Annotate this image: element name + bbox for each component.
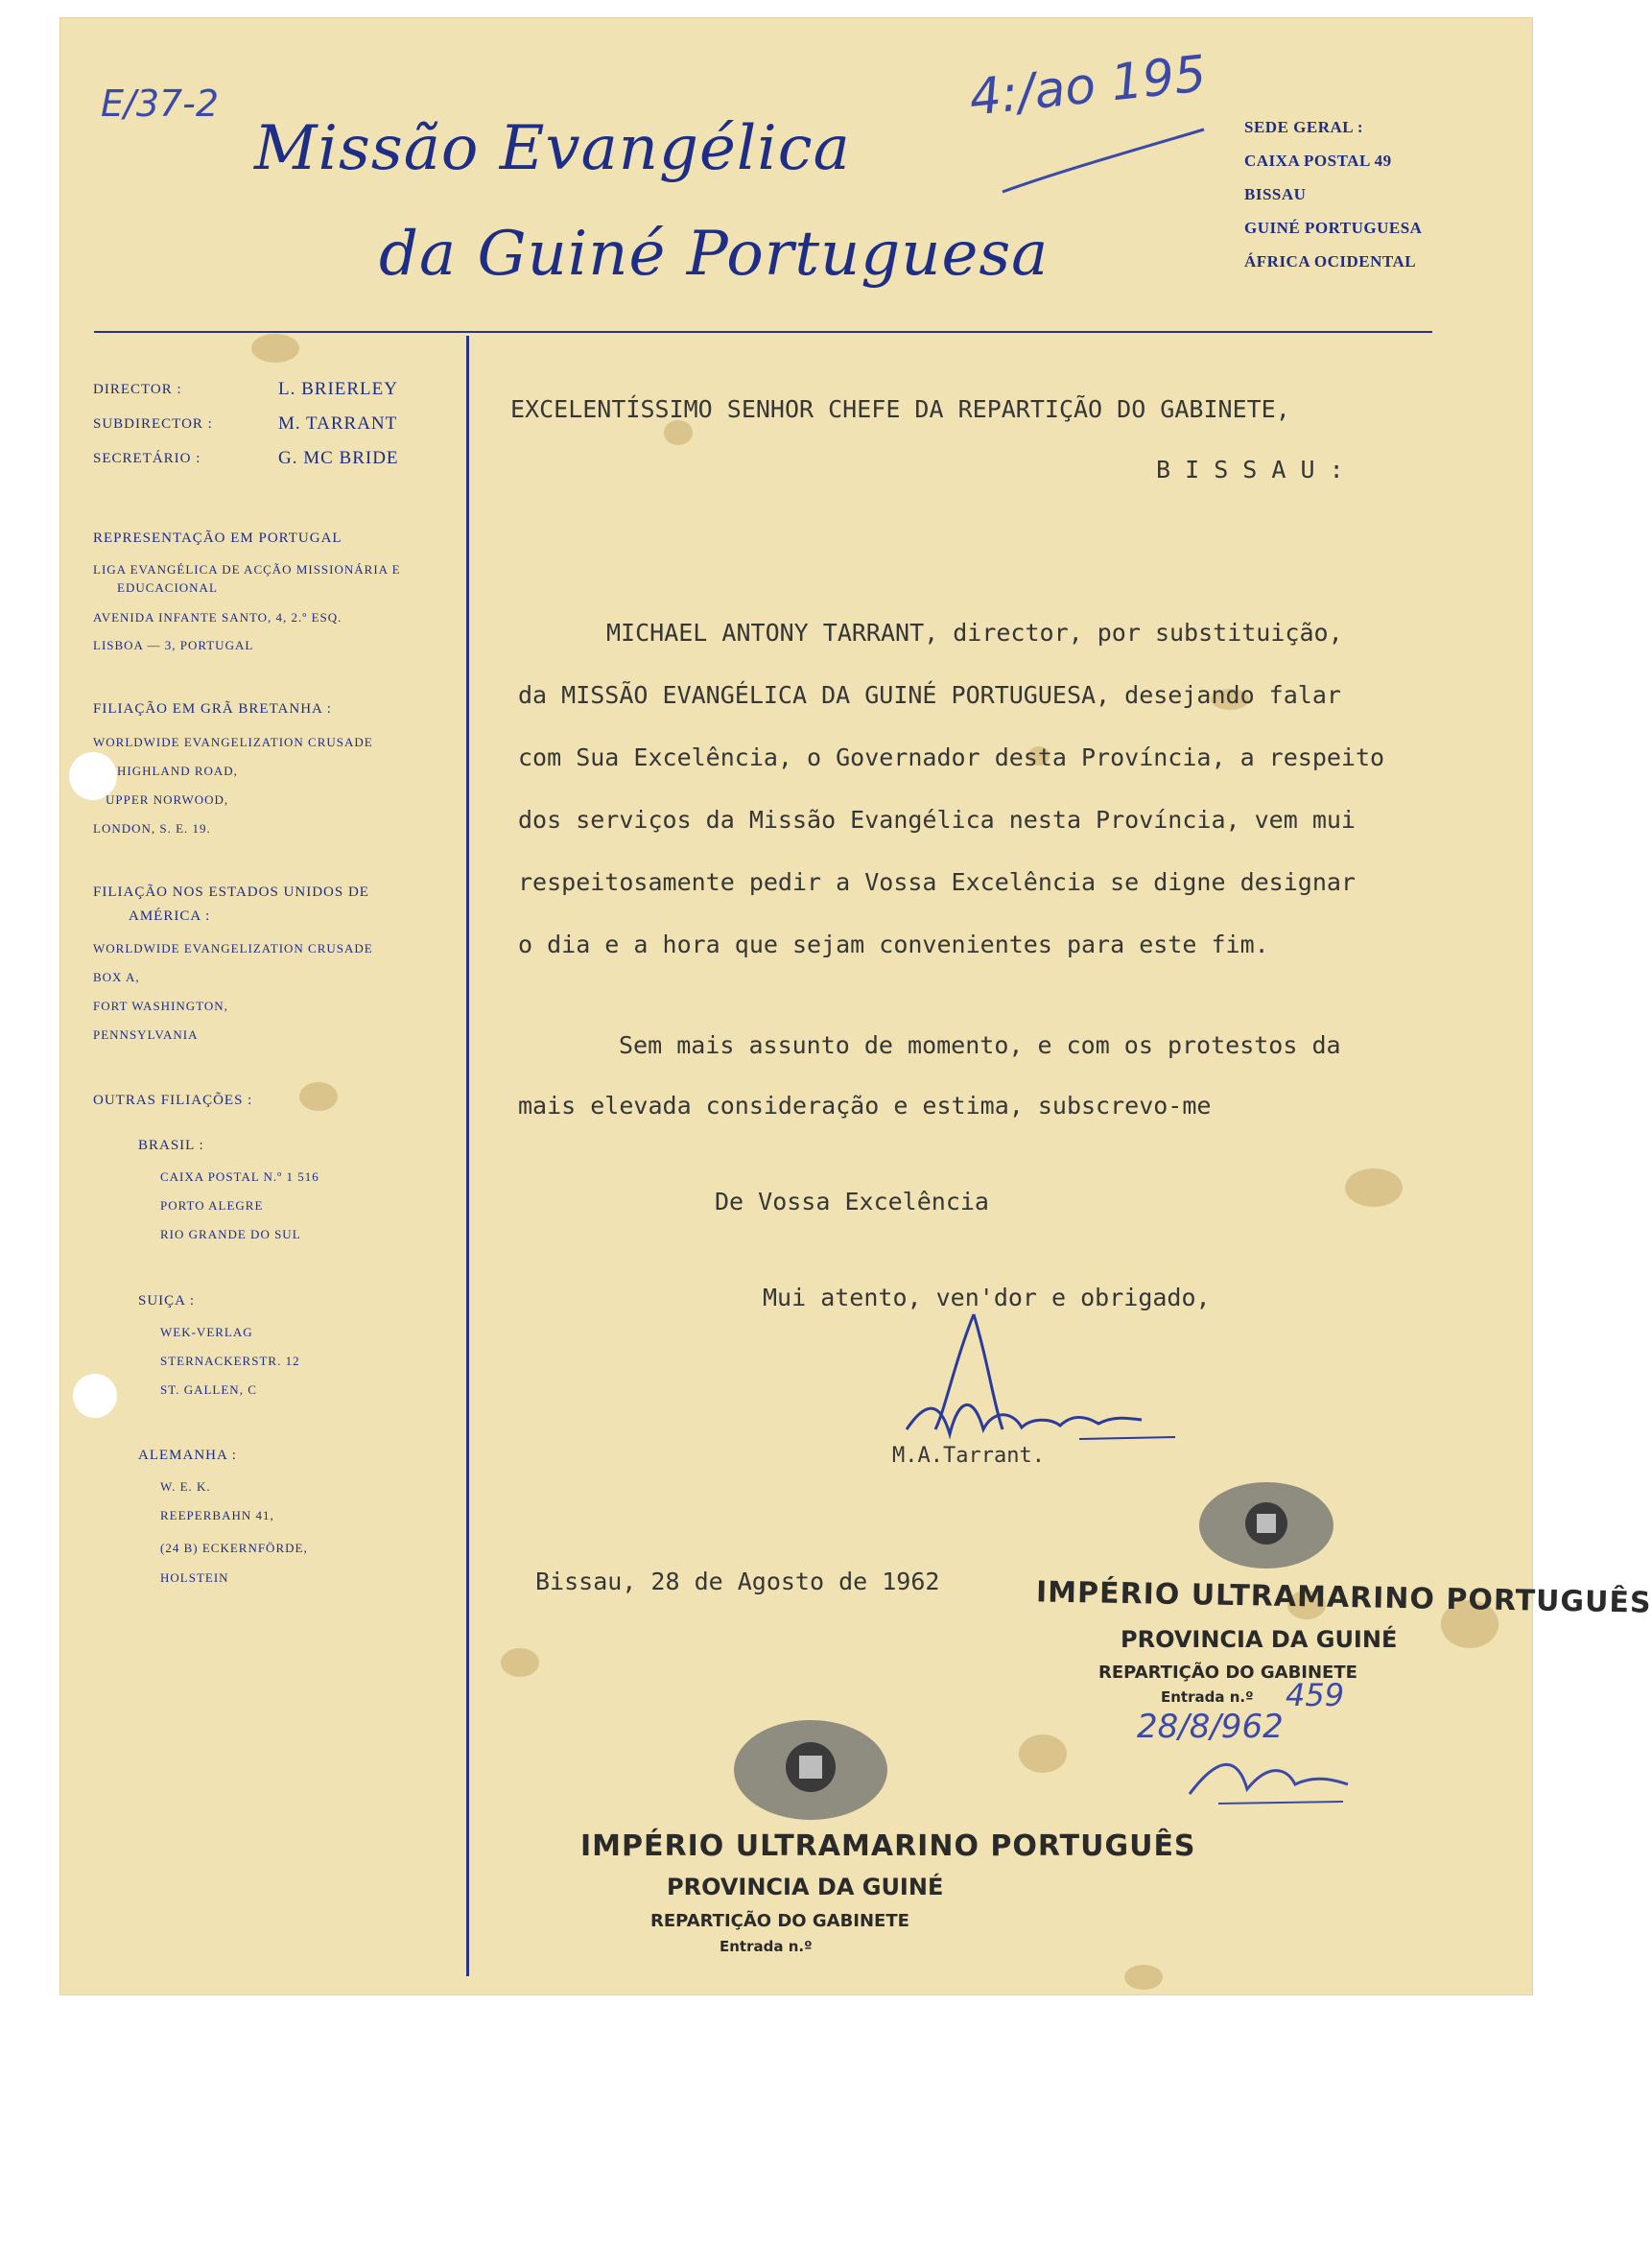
brasil-label: BRASIL : (138, 1138, 204, 1153)
place-and-date: Bissau, 28 de Agosto de 1962 (535, 1568, 940, 1595)
hq-line: CAIXA POSTAL 49 (1244, 152, 1392, 170)
portugal-line: LIGA EVANGÉLICA DE ACÇÃO MISSIONÁRIA E (93, 562, 401, 577)
hq-line: GUINÉ PORTUGUESA (1244, 219, 1423, 237)
stamp-right-line2: PROVINCIA DA GUINÉ (1121, 1626, 1398, 1653)
stamp-bottom-line3: REPARTIÇÃO DO GABINETE (650, 1911, 909, 1931)
body-line: respeitosamente pedir a Vossa Excelência se digne designar (518, 868, 1356, 896)
body-line: o dia e a hora que sejam convenientes para este fim. (518, 931, 1269, 958)
britain-line: UPPER NORWOOD, (106, 792, 229, 807)
staff-role-secretary: SECRETÁRIO : (93, 451, 201, 466)
hq-line: BISSAU (1244, 185, 1307, 203)
stamp-right-line1: IMPÉRIO ULTRAMARINO PORTUGUÊS (1035, 1575, 1652, 1620)
usa-line: FORT WASHINGTON, (93, 999, 228, 1013)
hq-label: SEDE GERAL : (1244, 118, 1364, 136)
stamp-right-date: 28/8/962 (1137, 1708, 1284, 1746)
closing-line: mais elevada consideração e estima, subscrevo-me (518, 1092, 1212, 1120)
handwritten-date-note: 4:/ao 195 (966, 45, 1210, 128)
brasil-line: RIO GRANDE DO SUL (160, 1227, 301, 1241)
stamp-right-entrada-label: Entrada n.º (1161, 1688, 1254, 1706)
handwritten-underline (998, 115, 1209, 201)
letterhead-title-line1: Missão Evangélica (254, 113, 851, 184)
header-divider (94, 331, 1432, 333)
staff-name-director: L. BRIERLEY (278, 379, 398, 399)
portugal-heading: REPRESENTAÇÃO EM PORTUGAL (93, 531, 342, 546)
sidebar-divider (466, 336, 469, 1976)
brasil-line: CAIXA POSTAL N.º 1 516 (160, 1169, 319, 1184)
alemanha-label: ALEMANHA : (138, 1448, 237, 1463)
handwritten-signature (897, 1305, 1185, 1458)
alemanha-line: REEPERBAHN 41, (160, 1508, 274, 1522)
staff-name-secretary: G. MC BRIDE (278, 448, 399, 468)
stamp-bottom-line1: IMPÉRIO ULTRAMARINO PORTUGUÊS (580, 1829, 1196, 1863)
staff-role-director: DIRECTOR : (93, 382, 182, 397)
britain-heading: FILIAÇÃO EM GRÃ BRETANHA : (93, 701, 332, 717)
stamp-bottom-line2: PROVINCIA DA GUINÉ (667, 1874, 944, 1900)
salutation: De Vossa Excelência (715, 1188, 989, 1215)
stamp-right-line3: REPARTIÇÃO DO GABINETE (1098, 1663, 1357, 1683)
suica-line: WEK-VERLAG (160, 1325, 253, 1339)
portugal-line: AVENIDA INFANTE SANTO, 4, 2.º ESQ. (93, 610, 342, 625)
body-line: dos serviços da Missão Evangélica nesta Província, vem mui (518, 806, 1356, 834)
stamp-bottom-entrada-label: Entrada n.º (720, 1938, 813, 1955)
alemanha-line: (24 B) ECKERNFÖRDE, (160, 1541, 308, 1555)
hq-line: ÁFRICA OCIDENTAL (1244, 252, 1417, 271)
staff-role-subdirector: SUBDIRECTOR : (93, 416, 213, 432)
usa-heading-2: AMÉRICA : (129, 908, 211, 924)
britain-line: LONDON, S. E. 19. (93, 821, 211, 836)
usa-heading: FILIAÇÃO NOS ESTADOS UNIDOS DE (93, 885, 369, 900)
alemanha-line: W. E. K. (160, 1479, 211, 1494)
stamp-right-entrada-number: 459 (1286, 1677, 1345, 1713)
alemanha-line: HOLSTEIN (160, 1570, 229, 1585)
body-line: da MISSÃO EVANGÉLICA DA GUINÉ PORTUGUESA, desejando falar (518, 681, 1341, 709)
suica-line: STERNACKERSTR. 12 (160, 1354, 300, 1368)
suica-line: ST. GALLEN, C (160, 1382, 257, 1397)
coat-of-arms-icon (729, 1708, 892, 1823)
addressee: EXCELENTÍSSIMO SENHOR CHEFE DA REPARTIÇÃO DO GABINETE, (510, 395, 1290, 423)
britain-line: WORLDWIDE EVANGELIZATION CRUSADE (93, 735, 373, 749)
usa-line: WORLDWIDE EVANGELIZATION CRUSADE (93, 941, 373, 955)
staff-name-subdirector: M. TARRANT (278, 413, 398, 434)
valediction: Mui atento, ven'dor e obrigado, (763, 1284, 1211, 1311)
coat-of-arms-icon (1194, 1468, 1338, 1573)
body-line: com Sua Excelência, o Governador desta Província, a respeito (518, 743, 1385, 771)
usa-line: PENNSYLVANIA (93, 1027, 199, 1042)
addressee-city: B I S S A U : (1156, 456, 1344, 484)
file-reference-note: E/37-2 (101, 83, 220, 125)
britain-line: HIGHLAND ROAD, (117, 764, 238, 778)
body-line: MICHAEL ANTONY TARRANT, director, por substituição, (606, 619, 1343, 647)
letterhead-title-line2: da Guiné Portuguesa (379, 219, 1050, 290)
closing-line: Sem mais assunto de momento, e com os protestos da (619, 1031, 1341, 1059)
portugal-line: LISBOA — 3, PORTUGAL (93, 638, 254, 652)
stamp-right-initials (1180, 1746, 1353, 1813)
usa-line: BOX A, (93, 970, 140, 984)
others-heading: OUTRAS FILIAÇÕES : (93, 1093, 253, 1108)
suica-label: SUIÇA : (138, 1293, 196, 1309)
portugal-line: EDUCACIONAL (117, 580, 218, 595)
headquarters-address (1244, 110, 1422, 278)
brasil-line: PORTO ALEGRE (160, 1198, 264, 1213)
signer-name: M.A.Tarrant. (892, 1444, 1045, 1468)
